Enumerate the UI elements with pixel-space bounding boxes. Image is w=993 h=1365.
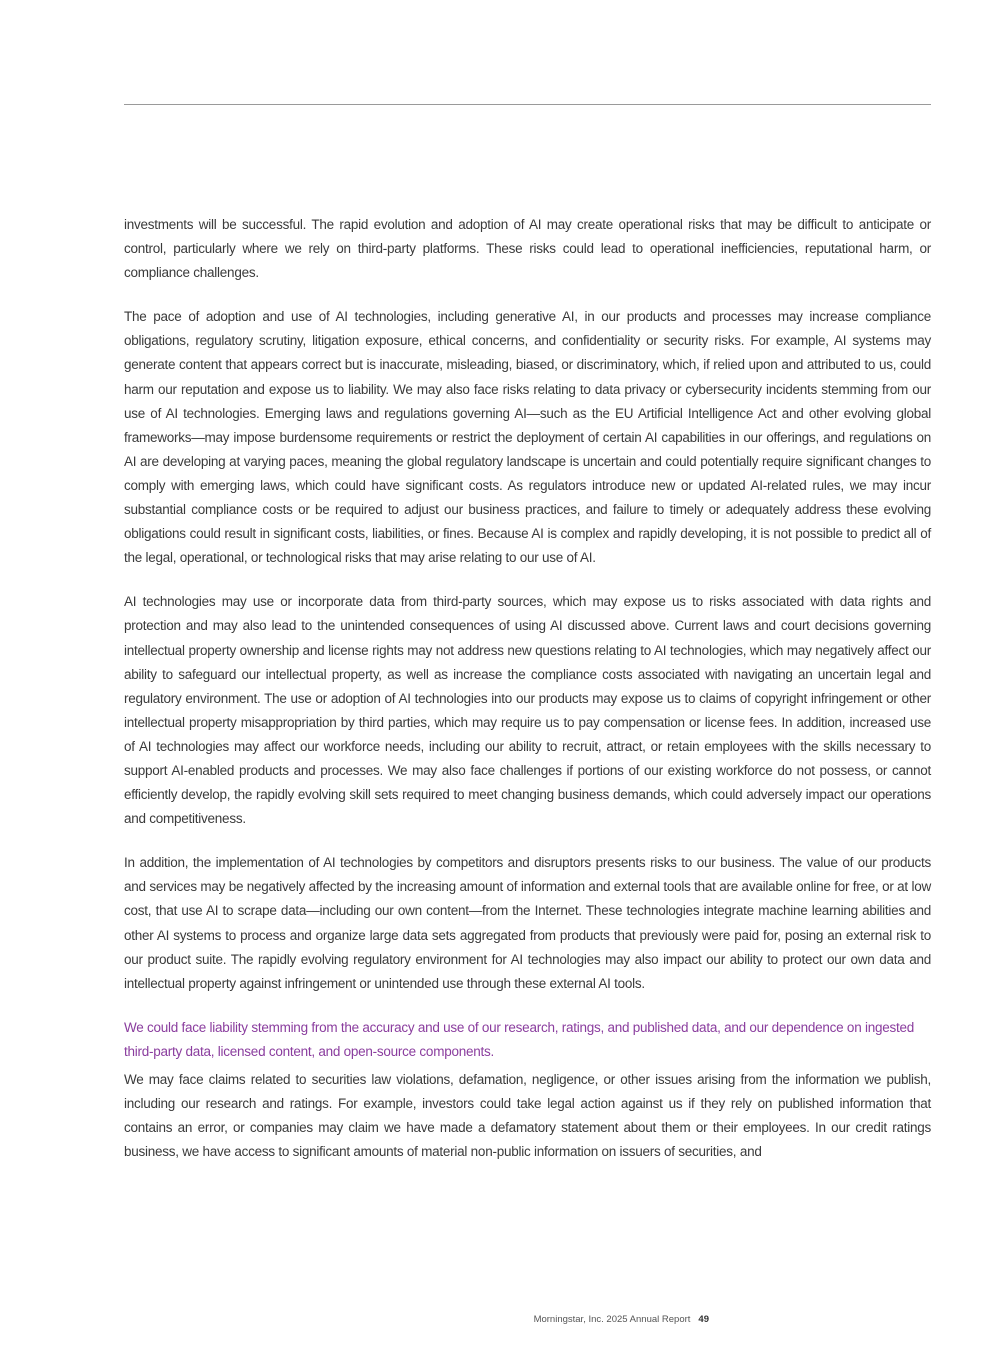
header-rule bbox=[124, 104, 931, 105]
body-paragraph-3: AI technologies may use or incorporate data from third-party sources, which may expose us to risks associated with data rights and protection and may also lead to the unintended consequences of using AI discussed above. Current laws and court decisions governing intellectual property ownership and license rights may not address new questions relating to AI technologies, which may negatively affect our ability to safeguard our intellectual property, as well as increase the compliance costs associated with navigating an uncertain legal and regulatory environment. The use or adoption of AI technologies into our products may expose us to claims of copyright infringement or other intellectual property misappropriation by third parties, which may require us to pay compensation or license fees. In addition, increased use of AI technologies may affect our workforce needs, including our ability to recruit, attract, or retain employees with the skills necessary to support AI-enabled products and processes. We may also face challenges if portions of our existing workforce do not possess, or cannot efficiently develop, the rapidly evolving skill sets required to meet changing business demands, which could adversely impact our operations and competitiveness. bbox=[124, 594, 931, 827]
page-number: 49 bbox=[698, 1314, 709, 1325]
risk-subheading: We could face liability stemming from the accuracy and use of our research, ratings, and published data, and our dependence on ingested third-party data, licensed content, and open-source components. bbox=[124, 1019, 914, 1059]
body-paragraph-1: investments will be successful. The rapid evolution and adoption of AI may create operational risks that may be difficult to anticipate or control, particularly where we rely on third-party platforms. These risks could lead to operational inefficiencies, reputational harm, or compliance challenges. bbox=[124, 217, 931, 281]
body-paragraph-4: In addition, the implementation of AI technologies by competitors and disruptors presents risks to our business. The value of our products and services may be negatively affected by the increasing amount of information and external tools that are available online for free, or at low cost, that use AI to scrape data—including our own content—from the Internet. These technologies integrate machine learning abilities and other AI systems to process and organize large data sets aggregated from products that previously were paid for, posing an external risk to our product suite. The rapidly evolving regulatory environment for AI technologies may also impact our ability to protect our own data and intellectual property against infringement or unintended use through these external AI tools. bbox=[124, 855, 931, 991]
page-body bbox=[124, 213, 931, 1164]
page-footer bbox=[0, 1314, 709, 1325]
body-paragraph-2: The pace of adoption and use of AI technologies, including generative AI, in our products and processes may increase compliance obligations, regulatory scrutiny, litigation exposure, ethical concerns, and confidentiality or security risks. For example, AI systems may generate content that appears correct but is inaccurate, misleading, biased, or discriminatory, which, if relied upon and attributed to us, could harm our reputation and expose us to liability. We may also face risks relating to data privacy or cybersecurity incidents stemming from our use of AI technologies. Emerging laws and regulations governing AI—such as the EU Artificial Intelligence Act and other evolving global frameworks—may impose burdensome requirements or restrict the deployment of certain AI capabilities in our offerings, and regulations on AI are developing at varying paces, meaning the global regulatory landscape is uncertain and could potentially require significant changes to comply with emerging laws, which could have significant costs. As regulators introduce new or updated AI-related rules, we may incur substantial compliance costs or be required to adjust our business practices, and failure to timely or adequately address these evolving obligations could result in significant costs, liabilities, or fines. Because AI is complex and rapidly developing, it is not possible to predict all of the legal, operational, or technological risks that may arise relating to our use of AI. bbox=[124, 309, 931, 566]
body-paragraph-5: We may face claims related to securities law violations, defamation, negligence, or other issues arising from the information we publish, including our research and ratings. For example, investors could take legal action against us if they rely on published information that contains an error, or companies may claim we have made a defamatory statement about them or their employees. In our credit ratings business, we have access to significant amounts of material non-public information on issuers of securities, and bbox=[124, 1072, 931, 1160]
footer-report-title: Morningstar, Inc. 2025 Annual Report bbox=[533, 1314, 691, 1325]
